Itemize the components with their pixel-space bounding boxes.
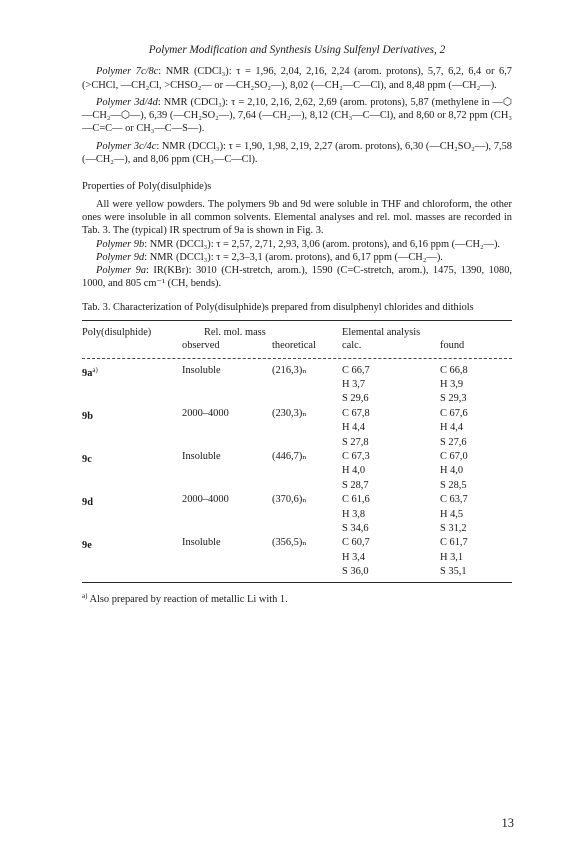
col-head-elemental: Elemental analysis (342, 327, 421, 339)
polymer-id: 9c (82, 453, 92, 465)
paragraph-text: : NMR (DCCl₃): τ = 2,3–3,1 (arom. protons), and 6,17 ppm (—CH₂—). (144, 251, 443, 263)
table-row-continued (82, 436, 512, 450)
cell-calc: C 67,8 (342, 407, 370, 419)
cell-found: C 66,8 (440, 364, 468, 376)
paragraph-text: : NMR (CDCl₃): τ = 2,10, 2,16, 2,62, 2,69 (arom. protons), 5,87 (methylene in —⬡—CH₂—⬡—), 6,39 (—CH₂SO₂—), 7,64 (—CH₂—), 8,12 (CH₃—C—Cl), and 8,60 or 8,72 ppm (CH₃—C=C— or CH₃—C—S—). (82, 96, 512, 135)
cell-calc: C 60,7 (342, 537, 370, 549)
paragraph-text: : IR(KBr): 3010 (CH-stretch, arom.), 1590 (C=C-stretch, arom.), 1475, 1390, 1080, 1000, and 805 cm⁻¹ (CH, bends). (82, 265, 512, 290)
empty-cell (82, 522, 182, 536)
cell-calc: H 3,7 (342, 379, 366, 391)
cell-calc: S 34,6 (342, 522, 369, 534)
cell-found: S 35,1 (440, 566, 467, 578)
cell-found: H 4,0 (440, 465, 464, 477)
empty-cell (272, 565, 342, 579)
cell-observed: 2000–4000 (182, 494, 229, 506)
empty-cell (82, 479, 182, 493)
cell-calc: S 27,8 (342, 436, 369, 448)
table-row (82, 364, 512, 378)
cell-polymer-id (82, 493, 182, 507)
empty-cell (82, 378, 182, 392)
col-head-polymer: Poly(disulphide) (82, 327, 152, 339)
cell-calc: S 28,7 (342, 479, 369, 491)
cell-theoretical: (230,3)ₙ (272, 407, 307, 419)
table-top-rule (82, 320, 512, 321)
cell-calc: C 67,3 (342, 450, 370, 462)
cell-polymer-id (82, 407, 182, 421)
empty-cell (182, 421, 272, 435)
paragraph-text: : NMR (DCCl₃): τ = 1,90, 1,98, 2,19, 2,27 (arom. protons), 6,30 (—CH₂SO₂—), 7,58 (—CH₂—), and 8,06 ppm (CH₃—C—Cl). (82, 140, 512, 166)
cell-found: C 67,0 (440, 450, 468, 462)
page-number: 13 (501, 816, 514, 830)
cell-calc: H 4,4 (342, 422, 366, 434)
cell-found: S 29,3 (440, 393, 467, 405)
table-head-row-1 (82, 326, 512, 339)
cell-found: H 3,9 (440, 379, 464, 391)
table-row (82, 493, 512, 507)
table-head-row-2 (82, 339, 512, 352)
table-row-continued (82, 479, 512, 493)
paragraph-9a (82, 264, 512, 291)
empty-cell (182, 508, 272, 522)
empty-cell (82, 339, 182, 352)
table-row-continued (82, 421, 512, 435)
polymer-id: 9b (82, 410, 93, 422)
empty-cell (82, 421, 182, 435)
table-footnote (82, 590, 512, 606)
empty-cell (182, 378, 272, 392)
cell-found: C 67,6 (440, 407, 468, 419)
polymer-id: 9d (82, 497, 93, 509)
empty-cell (272, 508, 342, 522)
cell-polymer-id (82, 450, 182, 464)
table-row-continued (82, 522, 512, 536)
empty-cell (82, 565, 182, 579)
cell-theoretical: (446,7)ₙ (272, 450, 307, 462)
empty-cell (182, 551, 272, 565)
cell-calc: H 3,8 (342, 508, 366, 520)
cell-calc: C 61,6 (342, 494, 370, 506)
empty-cell (272, 421, 342, 435)
empty-cell (82, 464, 182, 478)
empty-cell (182, 522, 272, 536)
paragraph-lead: Polymer 9d (96, 251, 145, 263)
table-bottom-rule (82, 582, 512, 583)
cell-polymer-id (82, 536, 182, 550)
col-head-observed: observed (182, 340, 220, 352)
cell-found: S 31,2 (440, 522, 467, 534)
cell-theoretical: (216,3)ₙ (272, 364, 307, 376)
table (82, 320, 512, 606)
cell-calc: S 36,0 (342, 566, 369, 578)
cell-calc: H 3,4 (342, 551, 366, 563)
table-row-continued (82, 565, 512, 579)
cell-calc: H 4,0 (342, 465, 366, 477)
col-head-found: found (440, 340, 465, 352)
empty-cell (82, 508, 182, 522)
col-head-theoretical: theoretical (272, 340, 316, 352)
cell-found: H 4,5 (440, 508, 464, 520)
table-row-continued (82, 392, 512, 406)
empty-cell (182, 392, 272, 406)
cell-polymer-id (82, 364, 182, 378)
empty-cell (182, 436, 272, 450)
empty-cell (272, 378, 342, 392)
table-row-continued (82, 464, 512, 478)
empty-cell (82, 392, 182, 406)
cell-found: H 4,4 (440, 422, 464, 434)
cell-calc: C 66,7 (342, 364, 370, 376)
paragraph-text: : NMR (CDCl₃): τ = 1,96, 2,04, 2,16, 2,24 (arom. protons), 5,7, 6,2, 6,4 or 6,7 (>CHCl, —CH₂Cl, >CHSO₂— or —CH₂SO₂—), 8,02 (—CH₂—C—Cl), and 8,48 ppm (—CH₂—). (82, 66, 512, 91)
polymer-id: 9e (82, 540, 92, 552)
empty-cell (272, 464, 342, 478)
table-row-continued (82, 508, 512, 522)
paragraph-9b (82, 238, 512, 251)
col-head-calc: calc. (342, 340, 362, 352)
table-body (82, 364, 512, 580)
empty-cell (182, 479, 272, 493)
empty-cell (272, 479, 342, 493)
empty-cell (182, 464, 272, 478)
table-head-rule (82, 358, 512, 359)
empty-cell (82, 436, 182, 450)
section-heading: Properties of Poly(disulphide)s (82, 181, 212, 193)
polymer-id: 9a (82, 367, 93, 379)
paragraph-lead: Polymer 9a (96, 265, 147, 277)
table-row-continued (82, 378, 512, 392)
cell-found: C 63,7 (440, 494, 468, 506)
paragraph-3d-4d (82, 96, 512, 136)
empty-cell (182, 565, 272, 579)
empty-cell (272, 551, 342, 565)
cell-observed: 2000–4000 (182, 407, 229, 419)
cell-found: S 27,6 (440, 436, 467, 448)
cell-observed: Insoluble (182, 450, 221, 462)
table-caption: Tab. 3. Characterization of Poly(disulphide)s prepared from disulphenyl chlorides and dithiols (82, 301, 474, 313)
cell-theoretical: (356,5)ₙ (272, 537, 307, 549)
empty-cell (82, 551, 182, 565)
paragraph-text: : NMR (DCCl₃): τ = 2,57, 2,71, 2,93, 3,06 (arom. protons), and 6,16 ppm (—CH₂—). (144, 238, 501, 250)
col-head-relmass: Rel. mol. mass (204, 327, 266, 339)
cell-theoretical: (370,6)ₙ (272, 494, 307, 506)
section-paragraph: All were yellow powders. The polymers 9b and 9d were soluble in THF and chloroform, the other ones were insoluble in all common solvents. Elemental analyses and rel. mol. masses are recorded in Tab. 3. The (typical) IR spectrum of 9a is shown in Fig. 3. (82, 198, 512, 237)
footnote-text: Also prepared by reaction of metallic Li with 1. (89, 593, 288, 605)
paragraph-lead: Polymer 3d/4d (96, 96, 158, 108)
empty-cell (272, 436, 342, 450)
paragraph-lead: Polymer 9b (96, 238, 145, 250)
empty-cell (272, 392, 342, 406)
cell-found: S 28,5 (440, 479, 467, 491)
cell-observed: Insoluble (182, 364, 221, 376)
footnote-mark: a) (82, 591, 88, 600)
cell-observed: Insoluble (182, 537, 221, 549)
paragraph-9d (82, 251, 512, 264)
table-row (82, 536, 512, 550)
empty-cell (272, 522, 342, 536)
table-row (82, 407, 512, 421)
paragraph-lead: Polymer 3c/4c (96, 140, 157, 152)
cell-found: C 61,7 (440, 537, 468, 549)
page-body (82, 44, 512, 606)
running-header: Polymer Modification and Synthesis Using Sulfenyl Derivatives, 2 (148, 44, 446, 56)
table-row-continued (82, 551, 512, 565)
paragraph-7c-8c (82, 65, 512, 92)
paragraph-3c-4c (82, 140, 512, 167)
cell-found: H 3,1 (440, 551, 464, 563)
footnote-ref: a) (92, 365, 98, 374)
table-row (82, 450, 512, 464)
cell-calc: S 29,6 (342, 393, 369, 405)
paragraph-lead: Polymer 7c/8c (96, 66, 159, 78)
